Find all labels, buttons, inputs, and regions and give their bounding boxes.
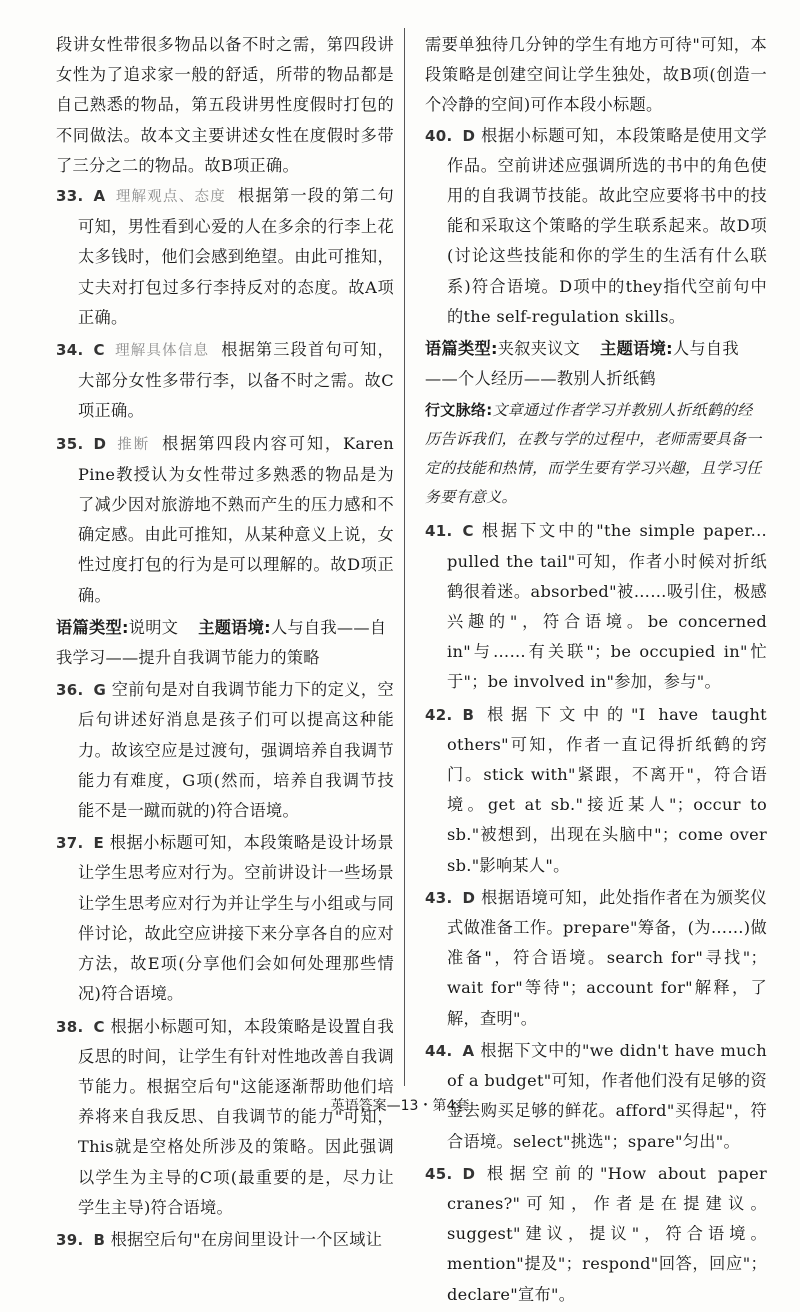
answer-43	[425, 883, 767, 1034]
explanation: 根据小标题可知，本段策略是设置自我反思的时间，让学生有针对性地改善自我调节能力。根据空后句"这能逐渐帮助他们培养将来自我反思、自我调节的能力"可知，This就是空格处所涉及的策略。因此强调以学生为主导的C项(最重要的是，尽力让学生主导)符合语境。	[78, 1016, 394, 1217]
question-type-tag: 推断	[117, 436, 151, 453]
answer-35	[56, 429, 394, 611]
question-number: 45.	[425, 1164, 453, 1183]
answer-letter: D	[93, 434, 107, 453]
answer-letter: E	[93, 834, 105, 853]
page-footer: 英语答案—13・第4套	[330, 1098, 470, 1114]
explanation: 根据小标题可知，本段策略是设计场景让学生思考应对行为。空前讲设计一些场景让学生思考应对行为并让学生与小组或与同伴讨论，故此空应讲接下来分享各自的应对方法，故E项(分享他们会如何处理那些情况)符合语境。	[78, 833, 394, 1004]
question-number: 35.	[56, 434, 84, 453]
passage-type-value: 说明文	[128, 617, 179, 637]
answer-45	[425, 1159, 767, 1310]
answer-36	[56, 675, 394, 826]
answer-letter: B	[93, 1230, 106, 1249]
theme-label: 主题语境:	[600, 339, 673, 359]
explanation: 根据下文中的"I have taught others"可知，作者一直记得折纸鹤的窍门。stick with"紧跟，不离开"，符合语境。get at sb."接近某人"；occur to sb."被想到，出现在头脑中"；come over sb."影响某人"。	[447, 704, 767, 875]
question-number: 42.	[425, 705, 453, 724]
question-number: 38.	[56, 1017, 84, 1036]
answer-letter: G	[93, 681, 107, 700]
answer-letter: D	[462, 126, 476, 145]
right-column	[425, 30, 767, 1312]
answer-letter: B	[462, 705, 475, 724]
question-number: 44.	[425, 1041, 453, 1060]
passage-type-label: 语篇类型:	[425, 339, 498, 359]
answer-letter: C	[93, 341, 105, 360]
question-number: 36.	[56, 681, 84, 700]
theme-value: 人与自我——自我学习——提升自我调节能力的策略	[56, 617, 387, 668]
question-number: 41.	[425, 522, 453, 541]
column-divider	[404, 28, 405, 1086]
question-number: 34.	[56, 341, 84, 360]
answer-letter: C	[462, 522, 474, 541]
question-number: 39.	[56, 1230, 84, 1249]
passage-info	[425, 334, 767, 394]
answer-41	[425, 516, 767, 697]
continued-paragraph: 段讲女性带很多物品以备不时之需，第四段讲女性为了追求家一般的舒适，所带的物品都是自己熟悉的物品，第五段讲男性度假时打包的不同做法。故本文主要讲述女性在度假时多带了三分之二的物品。故B项正确。	[56, 35, 394, 175]
answer-letter: D	[462, 888, 476, 907]
explanation: 根据第一段的第二句可知，男性看到心爱的人在多余的行李上花太多钱时，他们会感到绝望。由此可推知，丈夫对打包过多行李持反对的态度。故A项正确。	[78, 186, 395, 327]
explanation: 根据第四段内容可知，Karen Pine教授认为女性带过多熟悉的物品是为了减少因对旅游地不熟而产生的压力感和不确定感。由此可推知，从某种意义上说，女性过度打包的行为是可以理解的。故D项正确。	[78, 433, 394, 605]
question-number: 37.	[56, 834, 84, 853]
theme-value: 人与自我——个人经历——教别人折纸鹤	[425, 339, 739, 389]
question-type-tag: 理解具体信息	[115, 343, 210, 360]
question-type-tag: 理解观点、态度	[115, 189, 227, 206]
answer-33	[56, 181, 394, 333]
passage-context	[425, 396, 767, 512]
explanation: 根据下文中的"we didn't have much of a budget"可知，作者他们没有足够的资金去购买足够的鲜花。afford"买得起"，符合语境。select"挑选"；spare"匀出"。	[447, 1040, 767, 1151]
context-label: 行文脉络:	[425, 401, 493, 420]
explanation: 根据下文中的"the simple paper... pulled the tail"可知，作者小时候对折纸鹤很着迷。absorbed"被……吸引住，极感兴趣的"，符合语境。be concerned in"与……有关联"；be occupied in"忙于"；be involved in"参加，参与"。	[447, 521, 767, 692]
answer-42	[425, 700, 767, 881]
answer-40	[425, 121, 767, 332]
explanation: 空前句是对自我调节能力下的定义，空后句讲述好消息是孩子们可以提高这种能力。故该空应是过渡句，强调培养自我调节能力有难度，G项(然而，培养自我调节技能不是一蹴而就的)符合语境。	[78, 680, 394, 821]
answer-letter: D	[462, 1164, 476, 1183]
answer-37	[56, 828, 394, 1009]
explanation: 根据小标题可知，本段策略是使用文学作品。空前讲述应强调所选的书中的角色使用的自我调节技能。故此空应要将书中的技能和采取这个策略的学生联系起来。故D项(讨论这些技能和你的学生的生活有什么联系)符合语境。D项中的they指代空前句中的the self-regulation skills。	[447, 125, 767, 326]
context-text: 文章通过作者学习并教别人折纸鹤的经历告诉我们，在教与学的过程中，老师需要具备一定的技能和热情，而学生要有学习兴趣，且学习任务要有意义。	[425, 401, 762, 507]
question-number: 33.	[56, 187, 84, 206]
theme-label: 主题语境:	[198, 617, 271, 637]
answer-letter: A	[93, 187, 106, 206]
passage-type-value: 夹叙夹议文	[497, 339, 581, 359]
explanation: 根据语境可知，此处指作者在为颁奖仪式做准备工作。prepare"筹备，(为……)做准备"，符合语境。search for"寻找"；wait for"等待"；account for"解释，了解，查明"。	[447, 887, 767, 1028]
question-number: 43.	[425, 888, 453, 907]
explanation: 根据第三段首句可知，大部分女性多带行李，以备不时之需。故C项正确。	[78, 340, 394, 421]
answer-letter: A	[462, 1041, 475, 1060]
passage-info	[56, 613, 394, 673]
explanation: 根据空后句"在房间里设计一个区域让	[110, 1229, 383, 1249]
answer-39	[56, 1225, 394, 1255]
answer-letter: C	[93, 1017, 105, 1036]
continued-paragraph: 需要单独待几分钟的学生有地方可待"可知，本段策略是创建空间让学生独处，故B项(创造一个冷静的空间)可作本段小标题。	[425, 35, 767, 115]
passage-type-label: 语篇类型:	[56, 617, 129, 637]
answer-38	[56, 1012, 394, 1223]
left-column	[56, 30, 394, 1257]
answer-34	[56, 335, 394, 427]
explanation: 根据空前的"How about paper cranes?"可知，作者是在提建议。suggest"建议，提议"，符合语境。mention"提及"；respond"回答，回应"；declare"宣布"。	[447, 1163, 767, 1304]
question-number: 40.	[425, 126, 453, 145]
